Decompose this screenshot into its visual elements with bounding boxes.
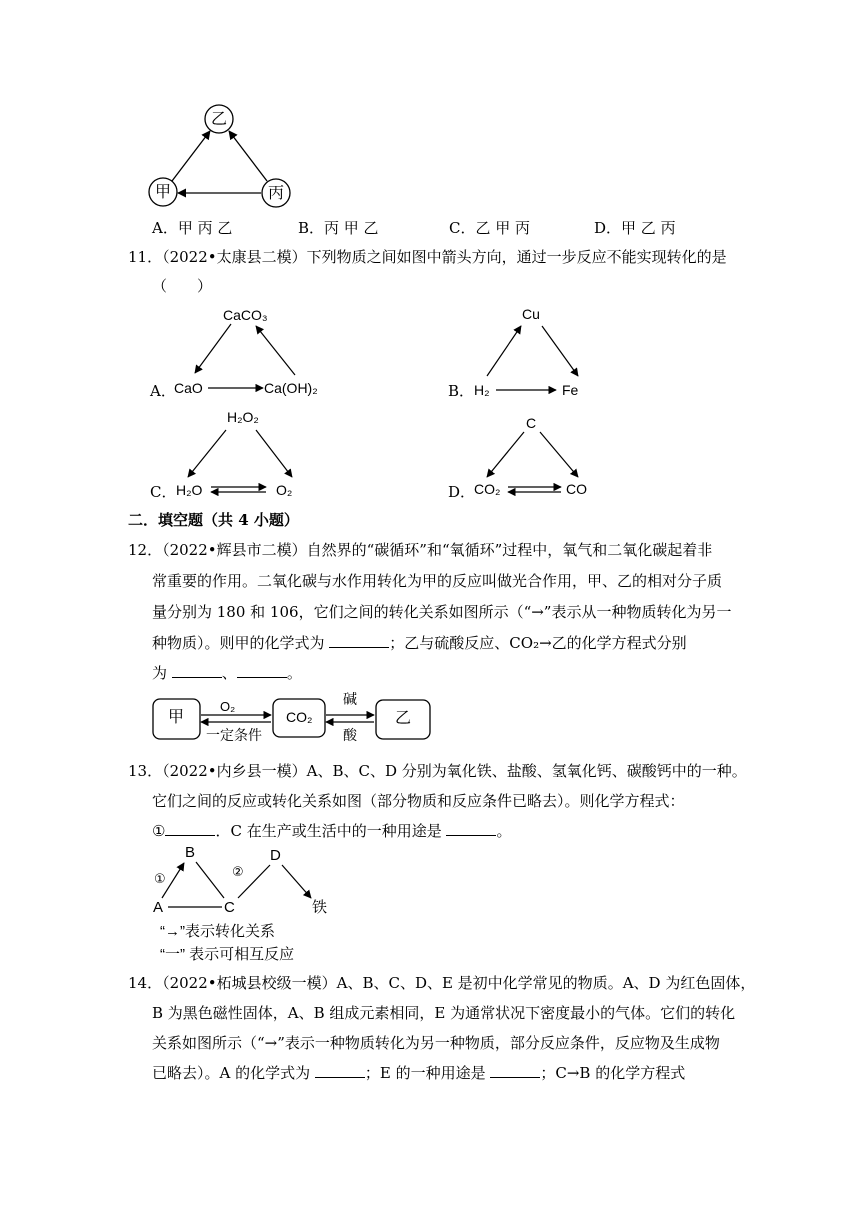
q10-option-a: A．甲 丙 乙 xyxy=(152,219,233,237)
q11a-left: CaO xyxy=(174,380,203,396)
q11a-top: CaCO₃ xyxy=(223,307,268,323)
q14-line1: 14．（2022•柘城县校级一模）A、B、C、D、E 是初中化学常见的物质。A、D 为红色固体， xyxy=(128,974,756,992)
q13-legend-1: “→”表示转化关系 xyxy=(160,923,275,940)
q14-blank-2[interactable] xyxy=(490,1076,540,1078)
section-title: 二．填空题（共 4 小题） xyxy=(128,511,299,529)
q11d-right: CO xyxy=(566,481,587,497)
q13-legend-2: “一” 表示可相互反应 xyxy=(160,946,295,963)
q14-line3: 关系如图所示（“→”表示一种物质转化为另一种物质，部分反应条件，反应物及生成物 xyxy=(152,1034,720,1052)
q12-line5-sep: 、 xyxy=(221,664,237,682)
q13-node-iron: 铁 xyxy=(312,899,328,916)
q11a-label: A． xyxy=(150,382,176,400)
q11c-top: H₂O₂ xyxy=(227,409,259,425)
q10-node-right-label: 丙 xyxy=(268,183,285,202)
q13-node-d: D xyxy=(270,847,281,864)
q11-answer-paren: （ ） xyxy=(152,277,213,295)
q13-line3-end: 。 xyxy=(496,822,512,840)
q14-line4-part1: 已略去）。A 的化学式为 xyxy=(152,1064,311,1082)
q13-line3-mid: ．C 在生产或生活中的一种用途是 xyxy=(215,822,442,840)
q11d-left: CO₂ xyxy=(474,481,501,497)
q11-source: （2022•太康县二模） xyxy=(162,248,307,266)
q13-mark-arrow-2: ② xyxy=(232,864,244,879)
q14-line4-part2: ；E 的一种用途是 xyxy=(364,1064,486,1082)
q12-box-1-label: 甲 xyxy=(168,709,185,726)
q11d-top: C xyxy=(526,415,537,431)
q11b-left: H₂ xyxy=(474,382,490,398)
q14-line4-part3: ；C→B 的化学方程式 xyxy=(540,1064,686,1082)
q13-mark-1: ① xyxy=(152,822,166,840)
q12-box-2-label: CO₂ xyxy=(286,709,313,725)
q10-option-c: C．乙 甲 丙 xyxy=(449,219,531,237)
q14-blank-1[interactable] xyxy=(315,1076,365,1078)
q11c-left: H₂O xyxy=(176,482,203,498)
q10-node-top-label: 乙 xyxy=(211,109,228,128)
q12-label-top-right: 碱 xyxy=(343,691,357,707)
q13-node-a: A xyxy=(153,899,164,916)
q12-line5-end: 。 xyxy=(286,664,302,682)
q14-line4 xyxy=(152,1066,685,1081)
q12-line5-part1: 为 xyxy=(152,664,168,682)
q12-label-bottom-right: 酸 xyxy=(343,727,357,743)
q11d-label: D． xyxy=(448,483,476,501)
q11-number: 11． xyxy=(128,248,163,266)
q13-line-b-c xyxy=(196,862,224,898)
q11-question: 下列物质之间如图中箭头方向，通过一步反应不能实现转化的是 xyxy=(306,248,727,266)
q11c-label: C． xyxy=(150,483,177,501)
q12-line4-part1: 种物质）。则甲的化学式为 xyxy=(152,634,325,652)
q11c-right: O₂ xyxy=(276,482,293,498)
q12-line1: 12．（2022•辉县市二模）自然界的“碳循环”和“氧循环”过程中，氧气和二氧化碳起着非 xyxy=(128,541,713,559)
q13-line2: 它们之间的反应或转化关系如图（部分物质和反应条件已略去）。则化学方程式： xyxy=(152,792,685,810)
q12-label-bottom-left: 一定条件 xyxy=(206,727,262,743)
q14-line2: B 为黑色磁性固体，A、B 组成元素相同，E 为通常状况下密度最小的气体。它们的转化 xyxy=(152,1004,736,1022)
q13-node-b: B xyxy=(185,844,196,861)
q10-option-d: D．甲 乙 丙 xyxy=(594,219,676,237)
q13-arrow-d-to-iron xyxy=(282,865,311,898)
q13-line1: 13．（2022•内乡县一模）A、B、C、D 分别为氧化铁、盐酸、氢氧化钙、碳酸钙中的一种。 xyxy=(128,762,747,780)
q10-node-left-label: 甲 xyxy=(155,182,172,201)
q13-mark-arrow-1: ① xyxy=(154,871,166,886)
q11b-top: Cu xyxy=(522,306,540,322)
q11b-right: Fe xyxy=(562,382,579,398)
q12-line3: 量分别为 180 和 106，它们之间的转化关系如图所示（“→”表示从一种物质转化为另一 xyxy=(152,603,732,621)
q12-label-top-left: O₂ xyxy=(220,699,236,714)
q12-line4-part2: ；乙与硫酸反应、CO₂→乙的化学方程式分别 xyxy=(389,634,687,652)
q10-option-b: B．丙 甲 乙 xyxy=(298,219,379,237)
q11a-right: Ca(OH)₂ xyxy=(264,380,318,396)
q12-line2: 常重要的作用。二氧化碳与水作用转化为甲的反应叫做光合作用，甲、乙的相对分子质 xyxy=(152,572,723,590)
q11b-label: B． xyxy=(448,382,475,400)
q13-node-c: C xyxy=(224,899,235,916)
q12-box-3-label: 乙 xyxy=(395,710,412,727)
